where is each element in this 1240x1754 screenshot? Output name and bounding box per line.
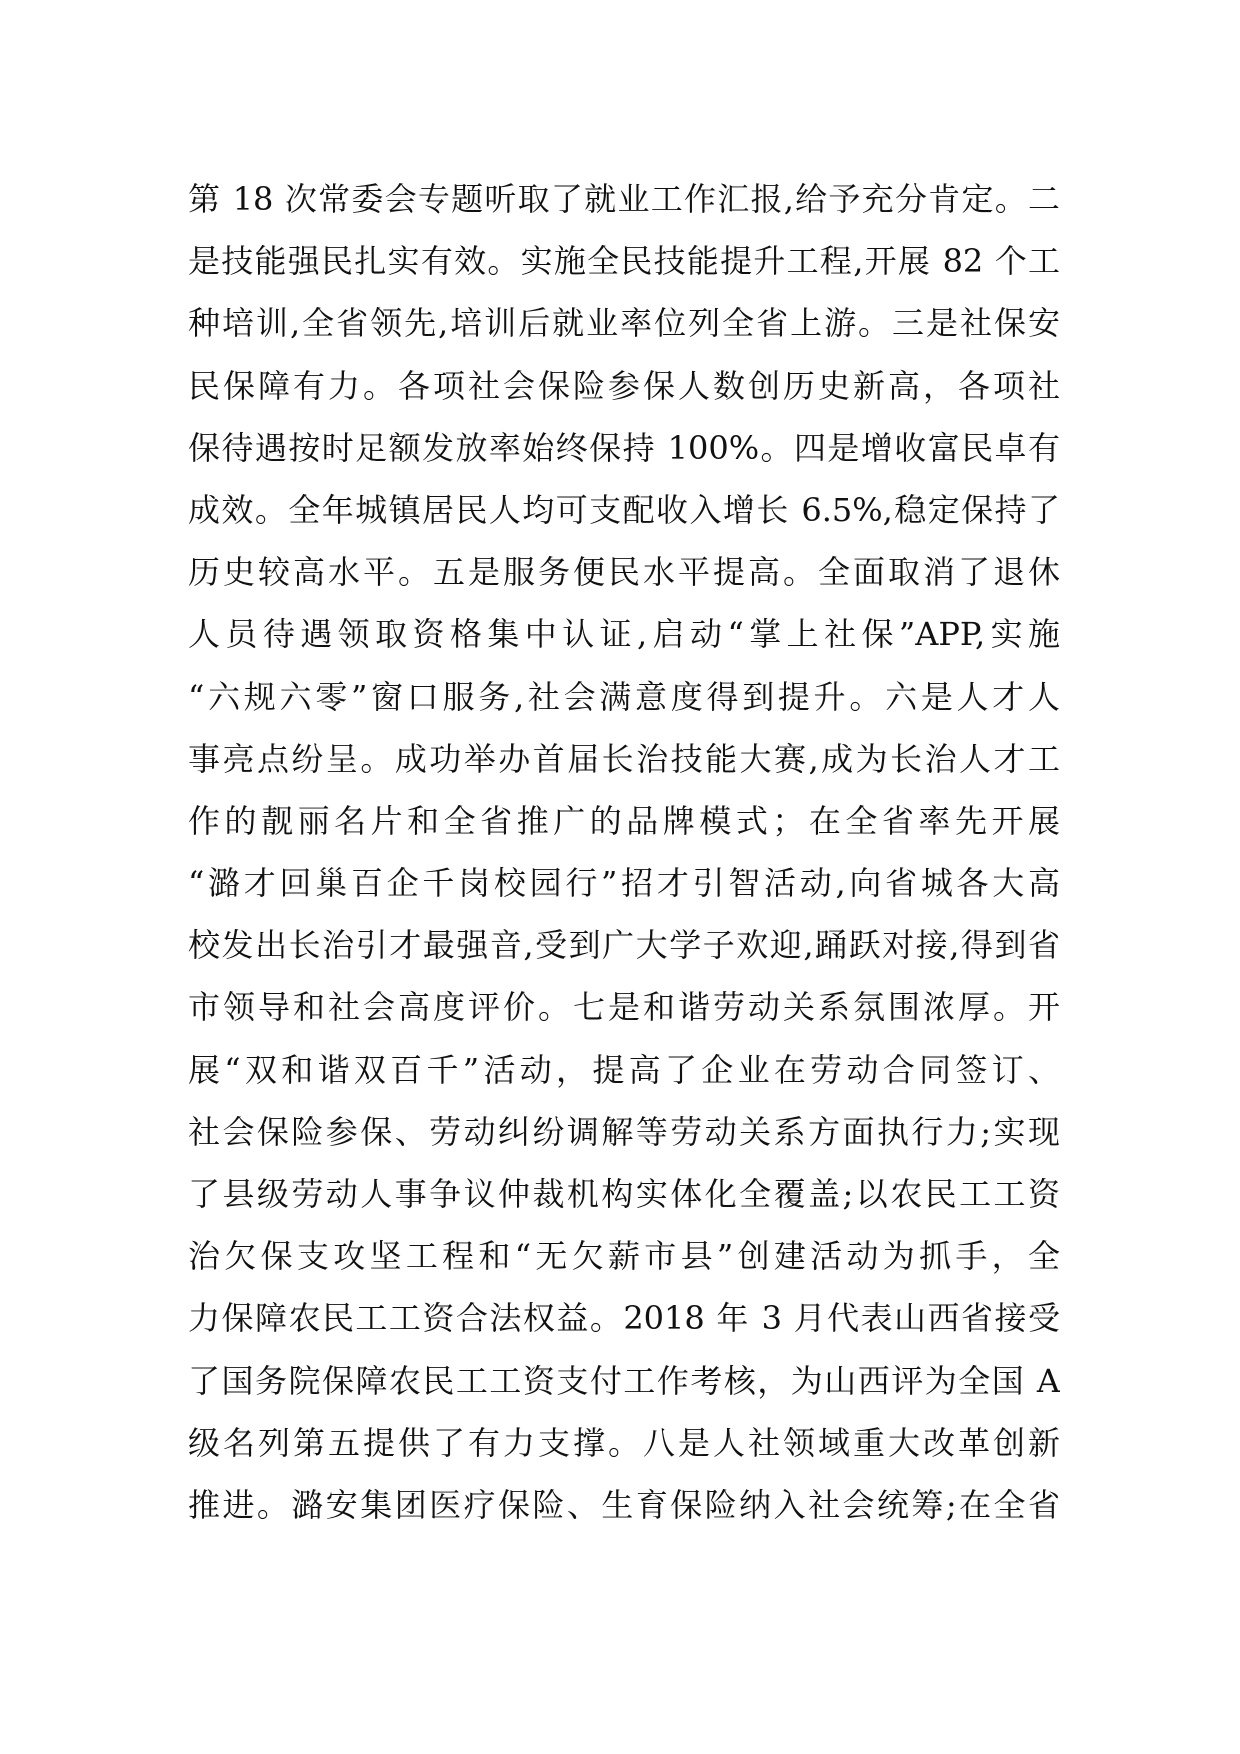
text-line-1: 第 18 次常委会专题听取了就业工作汇报,给予充分肯定。二 xyxy=(188,180,1060,218)
text-line-17: 了县级劳动人事争议仲裁机构实体化全覆盖;以农民工工资 xyxy=(188,1175,1060,1213)
text-line-21: 级名列第五提供了有力支撑。八是人社领域重大改革创新 xyxy=(188,1423,1060,1462)
text-line-2: 是技能强民扎实有效。实施全民技能提升工程,开展 82 个工 xyxy=(188,242,1060,281)
text-line-18: 治欠保支攻坚工程和“无欠薪市县”创建活动为抓手，全 xyxy=(188,1237,1060,1276)
text-line-12: “潞才回巢百企千岗校园行”招才引智活动,向省城各大高 xyxy=(188,864,1060,903)
text-line-3: 种培训,全省领先,培训后就业率位列全省上游。三是社保安 xyxy=(188,304,1060,343)
text-line-20: 了国务院保障农民工工资支付工作考核，为山西评为全国 A xyxy=(188,1361,1060,1400)
text-line-11: 作的靓丽名片和全省推广的品牌模式；在全省率先开展 xyxy=(188,801,1060,840)
text-line-8: 人员待遇领取资格集中认证,启动“掌上社保”APP,实施 xyxy=(188,615,1060,654)
text-line-16: 社会保险参保、劳动纠纷调解等劳动关系方面执行力;实现 xyxy=(188,1112,1060,1151)
text-line-7: 历史较高水平。五是服务便民水平提高。全面取消了退休 xyxy=(188,553,1060,592)
text-line-13: 校发出长治引才最强音,受到广大学子欢迎,踊跃对接,得到省 xyxy=(188,926,1060,965)
text-line-6: 成效。全年城镇居民人均可支配收入增长 6.5%,稳定保持了 xyxy=(188,490,1060,529)
text-line-15: 展“双和谐双百千”活动，提高了企业在劳动合同签订、 xyxy=(188,1050,1060,1089)
text-line-10: 事亮点纷呈。成功举办首届长治技能大赛,成为长治人才工 xyxy=(188,739,1060,778)
text-line-19: 力保障农民工工资合法权益。2018 年 3 月代表山西省接受 xyxy=(188,1299,1060,1338)
text-line-5: 保待遇按时足额发放率始终保持 100%。四是增收富民卓有 xyxy=(188,428,1060,467)
text-line-22: 推进。潞安集团医疗保险、生育保险纳入社会统筹;在全省 xyxy=(188,1485,1060,1524)
text-line-9: “六规六零”窗口服务,社会满意度得到提升。六是人才人 xyxy=(188,677,1060,716)
body-text xyxy=(188,168,1060,1536)
text-line-14: 市领导和社会高度评价。七是和谐劳动关系氛围浓厚。开 xyxy=(188,988,1060,1027)
text-line-4: 民保障有力。各项社会保险参保人数创历史新高，各项社 xyxy=(188,366,1060,405)
